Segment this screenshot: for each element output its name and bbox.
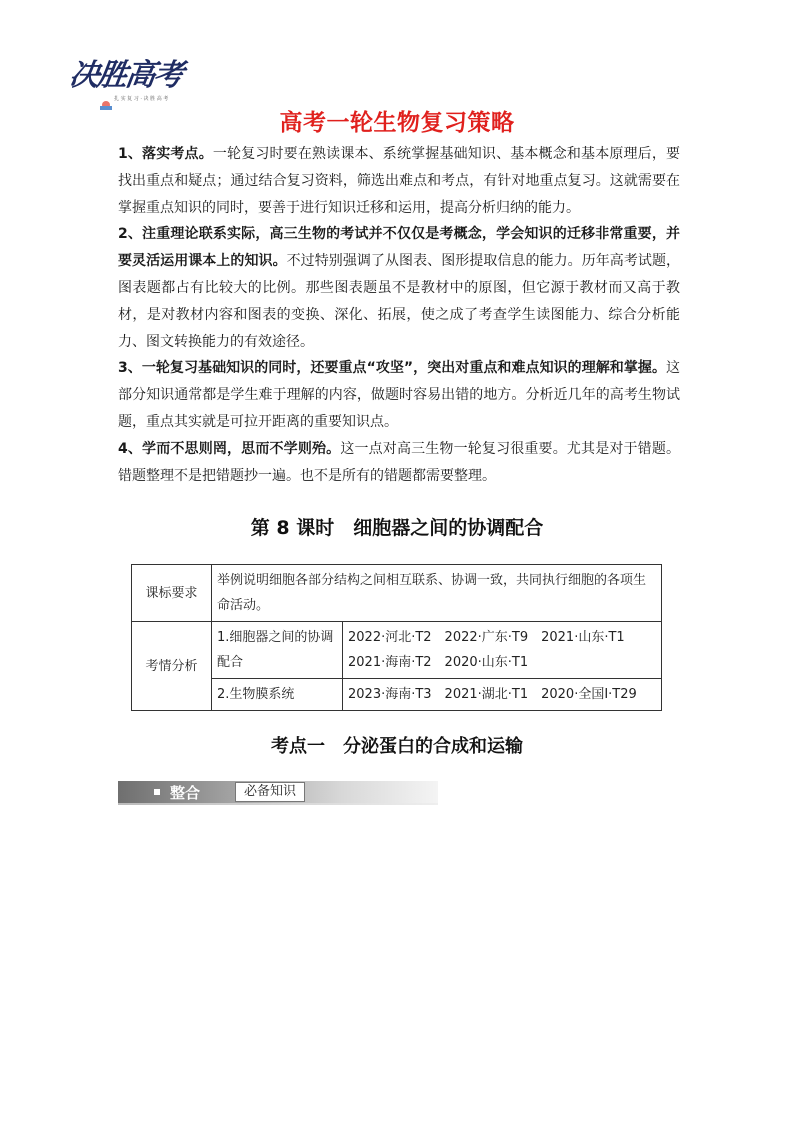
strategy-heading: 2、注重理论联系实际，高三生物的考试并不仅仅是考概念，学会知识的迁移非常重要，并要灵活运用课本上的知识。 — [118, 226, 680, 270]
strategy-body: 这一点对高三生物一轮复习很重要。尤其是对于错题。错题整理不是把错题抄一遍。也不是所有的错题都需要整理。 — [118, 440, 680, 484]
lesson-title: 第 8 课时 细胞器之间的协调配合 — [250, 517, 544, 539]
strategy-heading: 1、落实考点。 — [118, 146, 213, 162]
strategy-item — [118, 141, 680, 221]
row-label: 考情分析 — [132, 622, 212, 711]
row-label: 课标要求 — [132, 565, 212, 622]
strategy-body: 这部分知识通常都是学生难于理解的内容，做题时容易出错的地方。分析近几年的高考生物试题，重点其实就是可拉开距离的重要知识点。 — [118, 360, 680, 430]
strategy-body: 不过特别强调了从图表、图形提取信息的能力。历年高考试题，图表题都占有比较大的比例。那些图表题虽不是教材中的原图，但它源于教材而又高于教材，是对教材内容和图表的变换、深化、拓展，使之成了考查学生读图能力、综合分析能力、图文转换能力的有效途径。 — [118, 253, 681, 350]
topic-cell: 1.细胞器之间的协调配合 — [212, 622, 343, 679]
row-content: 举例说明细胞各部分结构之间相互联系、协调一致，共同执行细胞的各项生命活动。 — [212, 565, 662, 622]
strategy-item — [118, 436, 680, 490]
strategy-list — [118, 141, 680, 489]
refs-cell: 2022·河北·T2 2022·广东·T9 2021·山东·T1 2021·海南·T2 2020·山东·T1 — [343, 622, 662, 679]
table-row — [132, 565, 662, 622]
page-title: 高考一轮生物复习策略 — [279, 110, 515, 136]
strategy-heading: 4、学而不思则罔，思而不学则殆。 — [118, 440, 341, 457]
logo-subtext: 扎 实 复 习 · 决 胜 高 考 — [114, 96, 169, 102]
tag-label-secondary: 必备知识 — [235, 782, 305, 802]
square-bullet-icon — [154, 789, 160, 795]
strategy-heading: 3、一轮复习基础知识的同时，还要重点“攻坚”，突出对重点和难点知识的理解和掌握。 — [118, 360, 666, 377]
strategy-item — [118, 221, 680, 355]
logo-text: 决胜高考 — [67, 58, 184, 93]
requirements-table — [131, 564, 662, 711]
refs-cell: 2023·海南·T3 2021·湖北·T1 2020·全国Ⅰ·T29 — [343, 679, 662, 711]
table-row — [132, 622, 662, 679]
tag-label-primary: 整合 — [170, 784, 201, 802]
section-tag-bar — [118, 781, 438, 805]
table-row — [132, 679, 662, 711]
strategy-item — [118, 355, 680, 435]
strategy-body: 一轮复习时要在熟读课本、系统掌握基础知识、基本概念和基本原理后，要找出重点和疑点；通过结合复习资料，筛选出难点和考点，有针对地重点复习。这就需要在掌握重点知识的同时，要善于进行知识迁移和运用，提高分析归纳的能力。 — [118, 146, 681, 216]
tag-underline — [118, 803, 438, 805]
topic-cell: 2.生物膜系统 — [212, 679, 343, 711]
section-title: 考点一 分泌蛋白的合成和运输 — [271, 736, 523, 757]
